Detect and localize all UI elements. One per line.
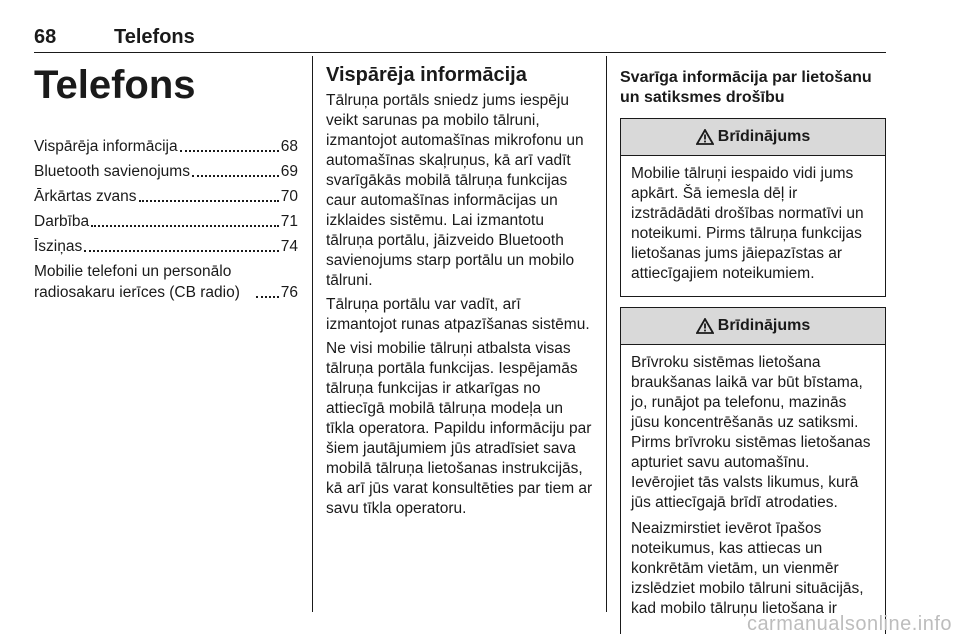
warning-body <box>621 345 885 631</box>
general-info-column <box>326 56 594 523</box>
warning-title: Brīdinājums <box>717 317 811 334</box>
warning-header <box>621 119 885 156</box>
warning-title: Brīdinājums <box>717 128 811 145</box>
warning-triangle-icon <box>696 318 714 334</box>
leader-dots <box>256 296 279 298</box>
leader-dots <box>180 150 279 152</box>
toc-entry[interactable] <box>34 161 298 182</box>
toc-page: 71 <box>280 213 298 230</box>
warning-header <box>621 308 885 345</box>
toc-page: 68 <box>280 138 298 155</box>
watermark: carmanualsonline.info <box>746 613 952 635</box>
toc-page: 70 <box>280 188 298 205</box>
paragraph: Tālruņa portālu var vadīt, arī izmantojot runas atpazīšanas sistēmu. <box>326 296 590 333</box>
paragraph: Ne visi mobilie tālruņi atbalsta visas tālruņa portāla funkcijas. Iespējamās tālruņa funkcijas ir atkarīgas no attiecīgā mobilā tālruņa modeļa un tīkla operatora. Papildu informāciju par šiem jautājumiem jūs atradīsiet sava mobilā tālruņa lietošanas instrukcijās, kā arī jūs varat konsultēties par tiem ar savu tīkla operatoru. <box>326 340 593 517</box>
toc-entry[interactable] <box>34 186 298 207</box>
toc-page: 69 <box>280 163 298 180</box>
toc-label: Ārkārtas zvans <box>34 188 137 205</box>
page-header <box>34 26 886 53</box>
toc-page: 76 <box>280 284 298 301</box>
leader-dots <box>91 225 279 227</box>
warning-triangle-icon <box>696 129 714 145</box>
chapter-title: Telefons <box>34 63 196 107</box>
leader-dots <box>84 250 279 252</box>
warning-text: Mobilie tālruņi iespaido vidi jums apkārt. Šā iemesla dēļ ir izstrādādāti drošības normatīvi un noteikumi. Pirms tālruņa funkcijas lietošanas jums jāiepazīstas ar attiecīgajiem noteikumiem. <box>631 165 864 282</box>
toc-label: Bluetooth savienojums <box>34 163 190 180</box>
safety-column <box>620 56 886 634</box>
toc-entry[interactable] <box>34 136 298 157</box>
toc-label: Īsziņas <box>34 238 83 255</box>
leader-dots <box>139 200 279 202</box>
running-title: Telefons <box>114 26 195 48</box>
leader-dots <box>192 175 279 177</box>
table-of-contents <box>34 136 298 303</box>
toc-entry[interactable] <box>34 236 298 257</box>
subsection-heading: Svarīga informācija par lietošanu un satiksmes drošību <box>620 69 872 106</box>
toc-entry[interactable] <box>34 261 298 303</box>
warning-box <box>620 118 886 297</box>
warning-text: Brīvroku sistēmas lietošana braukšanas laikā var būt bīstama, jo, runājot pa telefonu, mazinās jūsu koncentrēšanās uz satiksmi. Pirms brīvroku sistēmas lietošanas apturiet savu automašīnu. Ievērojiet tās valsts likumus, kurā jūs attiecīgajā brīdī atrodaties. <box>631 354 871 511</box>
paragraph: Tālruņa portāls sniedz jums iespēju veikt sarunas pa mobilo tālruni, izmantojot automašīnas mikrofonu un automašīnas skaļruņus, kā arī vadīt svarīgākās mobilā tālruņa funkcijas caur automašīnas informācijas un izklaides sistēmu. Lai izmantotu tālruņa portālu, jāizveido Bluetooth savienojums starp portālu un mobilo tālruni. <box>326 92 584 289</box>
page-number: 68 <box>34 26 57 48</box>
warning-text: Neaizmirstiet ievērot īpašos noteikumus, kas attiecas un konkrētām vietām, un vienmēr izslēdziet mobilo tālruni situācijās, kad mobilo tālruņu lietošana ir <box>631 520 864 617</box>
column-divider <box>606 56 607 612</box>
toc-page: 74 <box>280 238 298 255</box>
toc-label: Mobilie telefoni un personālo radiosakaru ierīces (CB radio) <box>34 263 240 301</box>
warning-box <box>620 307 886 634</box>
toc-column <box>34 56 298 307</box>
section-heading: Vispārēja informācija <box>326 64 527 86</box>
toc-label: Vispārēja informācija <box>34 138 178 155</box>
column-divider <box>312 56 313 612</box>
toc-entry[interactable] <box>34 211 298 232</box>
toc-label: Darbība <box>34 213 90 230</box>
warning-body <box>621 156 885 296</box>
